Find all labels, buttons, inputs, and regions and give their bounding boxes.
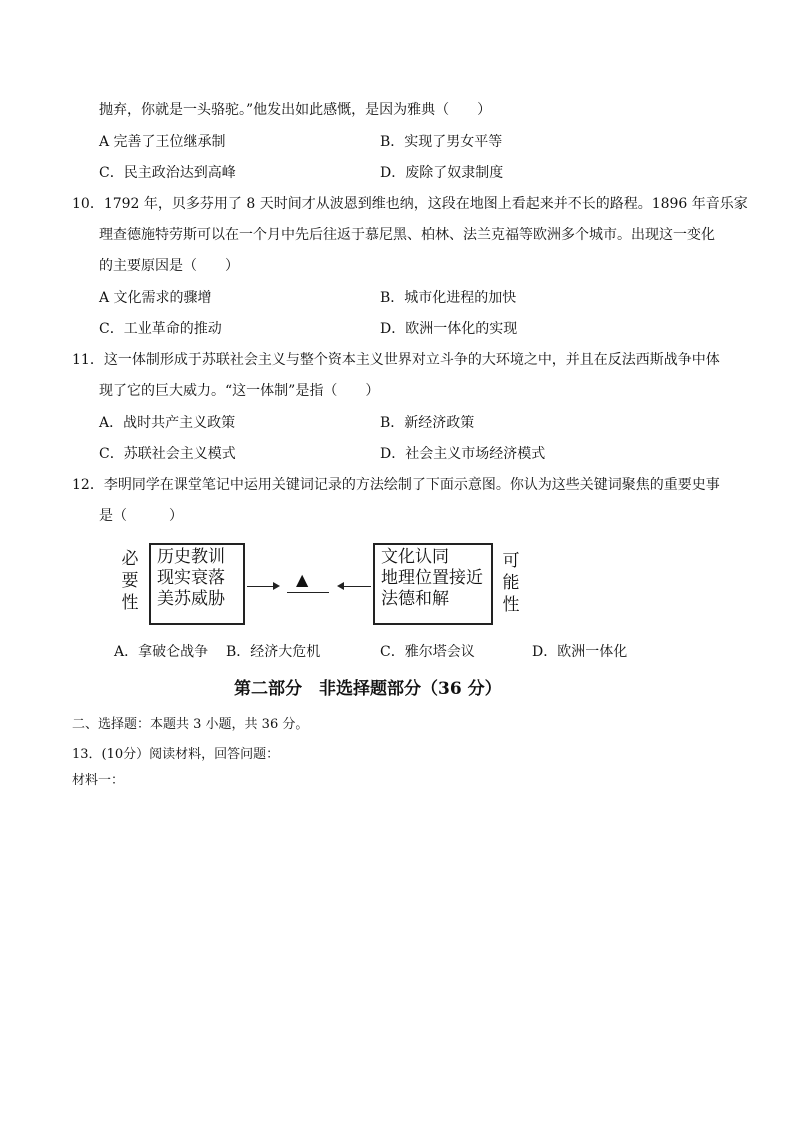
q11-option-c: C．苏联社会主义模式 [99, 446, 236, 462]
q10-option-c: C．工业革命的推动 [99, 321, 222, 337]
arrow-left-shaft [343, 586, 371, 587]
arrow-right-shaft [247, 586, 275, 587]
possibility-box: 文化认同 地理位置接近 法德和解 [373, 543, 493, 625]
q12-line-2: 是（ ） [99, 508, 183, 524]
necessity-box: 历史教训 现实衰落 美苏威胁 [149, 543, 245, 625]
q9-option-c: C．民主政治达到高峰 [99, 165, 236, 181]
q9-option-d: D．废除了奴隶制度 [380, 165, 504, 181]
q9-option-b: B．实现了男女平等 [380, 134, 503, 150]
q10-option-b: B．城市化进程的加快 [380, 290, 517, 306]
q11-line-2: 现了它的巨大威力。“这一体制”是指（ ） [99, 383, 380, 399]
arrow-right-head [273, 582, 280, 590]
q12-option-c: C．雅尔塔会议 [380, 644, 475, 660]
q12-line-1: 12．李明同学在课堂笔记中运用关键词记录的方法绘制了下面示意图。你认为这些关键词聚焦的重要史事 [72, 477, 720, 493]
q11-line-1: 11．这一体制形成于苏联社会主义与整个资本主义世界对立斗争的大环境之中，并且在反法西斯战争中体 [72, 352, 720, 368]
q11-option-d: D．社会主义市场经济模式 [380, 446, 546, 462]
q10-option-a: A 文化需求的骤增 [99, 290, 212, 306]
q13-stem: 13．(10分）阅读材料，回答问题： [72, 747, 280, 762]
q12-option-b: B．经济大危机 [226, 644, 321, 660]
q12-option-a: A．拿破仑战争 [114, 644, 209, 660]
material-1-label: 材料一： [72, 773, 125, 788]
q12-option-d: D．欧洲一体化 [532, 644, 628, 660]
center-blank-line [287, 592, 329, 593]
section-heading: 二、选择题：本题共 3 小题，共 36 分。 [72, 717, 309, 732]
q10-line-1: 10．1792 年，贝多芬用了 8 天时间才从波恩到维也纳，这段在地图上看起来并不长的路程。1896 年音乐家 [72, 196, 748, 212]
q9-option-a: A 完善了王位继承制 [99, 134, 226, 150]
part2-title: 第二部分 非选择题部分（36 分） [234, 679, 502, 699]
possibility-label: 可 能 性 [502, 551, 520, 615]
q11-option-b: B．新经济政策 [380, 415, 475, 431]
necessity-label: 必 要 性 [121, 549, 139, 613]
q10-line-3: 的主要原因是（ ） [99, 258, 239, 274]
q10-option-d: D．欧洲一体化的实现 [380, 321, 518, 337]
q11-option-a: A．战时共产主义政策 [99, 415, 236, 431]
center-blank-marker: ▲ [296, 570, 309, 589]
q10-line-2: 理查德施特劳斯可以在一个月中先后往返于慕尼黑、柏林、法兰克福等欧洲多个城市。出现这一变化 [99, 227, 715, 243]
q9-continuation: 抛弃，你就是一头骆驼。”他发出如此感慨，是因为雅典（ ） [99, 102, 492, 118]
